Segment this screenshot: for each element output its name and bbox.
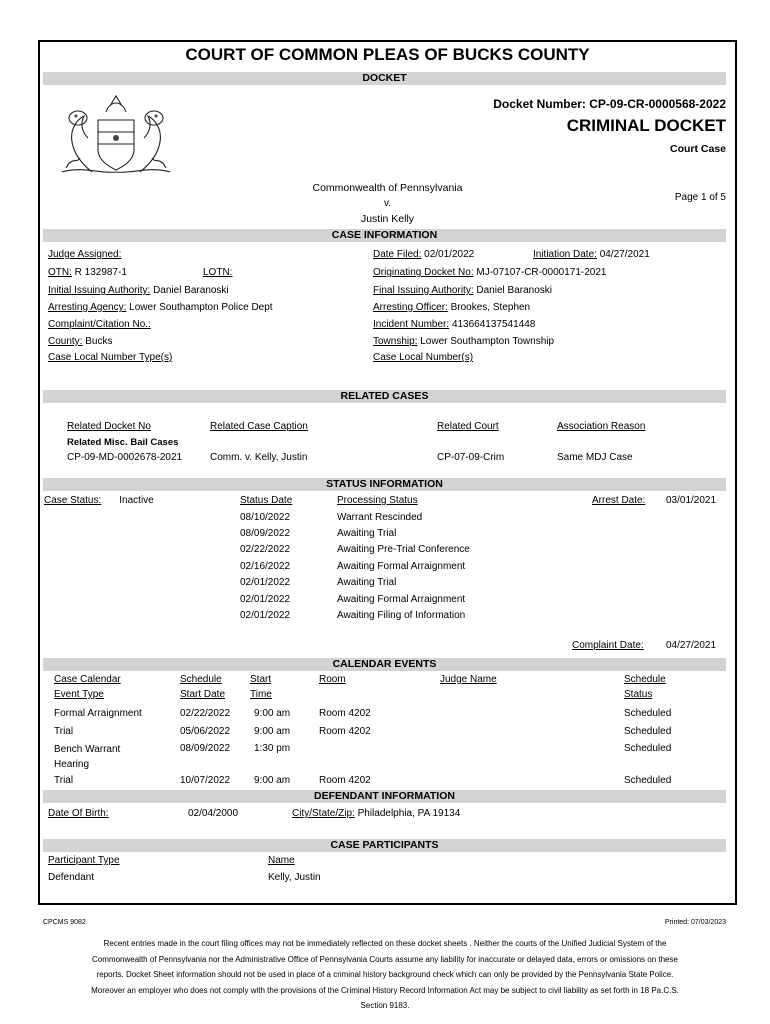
county-value: Bucks (85, 336, 113, 347)
related-docket-value: CP-09-MD-0002678-2021 (67, 452, 183, 463)
final-issuing-authority (373, 285, 552, 296)
status-information-bar: STATUS INFORMATION (43, 478, 726, 491)
city-state-zip (292, 808, 460, 819)
arresting-officer-label: Arresting Officer: (373, 302, 448, 313)
status-date: 02/01/2022 (240, 594, 291, 605)
complaint-date-value: 04/27/2021 (666, 640, 717, 651)
start-time-header-2: Time (250, 689, 272, 700)
defendant-information-bar: DEFENDANT INFORMATION (43, 790, 726, 803)
court-title: COURT OF COMMON PLEAS OF BUCKS COUNTY (185, 45, 590, 64)
status-date: 08/10/2022 (240, 512, 291, 523)
incident-number (373, 319, 535, 330)
city-state-zip-label: City/State/Zip: (292, 808, 355, 819)
processing-status: Awaiting Formal Arraignment (337, 561, 466, 572)
schedule-start-header-2: Start Date (180, 689, 226, 700)
initial-issuing-label: Initial Issuing Authority: (48, 285, 151, 296)
case-status (44, 495, 154, 506)
case-status-value: Inactive (119, 495, 154, 506)
originating-docket (373, 267, 606, 278)
related-caption-header: Related Case Caption (210, 421, 308, 432)
calendar-time: 9:00 am (254, 708, 291, 719)
calendar-time: 9:00 am (254, 726, 291, 737)
related-cases-bar: RELATED CASES (43, 390, 726, 403)
court-case-label: Court Case (669, 143, 726, 155)
arresting-officer-value: Brookes, Stephen (450, 302, 531, 313)
originating-docket-label: Originating Docket No: (373, 267, 474, 278)
dob-label: Date Of Birth: (48, 808, 109, 819)
related-group-label: Related Misc. Bail Cases (67, 437, 179, 448)
calendar-date: 05/06/2022 (180, 726, 231, 737)
participant-type-header: Participant Type (48, 855, 120, 866)
calendar-room: Room 4202 (319, 708, 371, 719)
case-information-bar: CASE INFORMATION (43, 229, 726, 242)
complaint-date-label: Complaint Date: (572, 640, 644, 651)
arrest-date-value: 03/01/2021 (666, 495, 717, 506)
schedule-status-header: Schedule (624, 674, 666, 685)
processing-status: Awaiting Formal Arraignment (337, 594, 466, 605)
processing-status: Awaiting Trial (337, 528, 397, 539)
calendar-events-bar: CALENDAR EVENTS (43, 658, 726, 671)
docket-number: Docket Number: CP-09-CR-0000568-2022 (493, 97, 726, 111)
related-court-value: CP-07-09-Crim (437, 452, 505, 463)
county-label: County: (48, 336, 83, 347)
initial-issuing-authority (48, 285, 229, 296)
lotn-label: LOTN: (203, 267, 233, 278)
related-docket-header: Related Docket No (67, 421, 151, 432)
schedule-status-header-2: Status (624, 689, 653, 700)
status-date-header: Status Date (240, 495, 293, 506)
case-local-numbers-label: Case Local Number(s) (373, 352, 474, 363)
county (48, 336, 112, 347)
participant-name: Kelly, Justin (268, 872, 321, 883)
case-local-number-type-label: Case Local Number Type(s) (48, 352, 173, 363)
event-type-header: Case Calendar (54, 674, 121, 685)
final-issuing-label: Final Issuing Authority: (373, 285, 474, 296)
caption-versus: v. (383, 198, 392, 209)
participant-type: Defendant (48, 872, 95, 883)
status-date: 02/22/2022 (240, 544, 291, 555)
disclaimer-text: Recent entries made in the court filing offices may not be immediately reflected on these docket sheets . Neither the courts of the Unified Judicial System of the Commonwealth of Pennsylvania nor the Administrative Office of Pennsylvania Courts assume any liability for inaccurate or delayed data, errors or omissions on these reports. Docket Sheet information should not be used in place of a criminal history background check which can only be provided by the Pennsylvania State Police. Moreover an employer who does not comply with the provisions of the Criminal History Record Information Act may be subject to civil liability as set forth in 18 Pa.C.S. Section 9183. (91, 939, 679, 1010)
calendar-date: 08/09/2022 (180, 743, 231, 754)
association-reason-value: Same MDJ Case (557, 452, 633, 463)
incident-number-value: 413664137541448 (451, 319, 536, 330)
originating-docket-value: MJ-07107-CR-0000171-2021 (476, 267, 607, 278)
arresting-agency-label: Arresting Agency: (48, 302, 127, 313)
status-date: 02/01/2022 (240, 577, 291, 588)
calendar-time: 1:30 pm (254, 743, 291, 754)
page-indicator: Page 1 of 5 (674, 192, 726, 203)
status-date: 02/16/2022 (240, 561, 291, 572)
form-id: CPCMS 9082 (43, 919, 86, 926)
calendar-event-type: Trial (54, 775, 74, 786)
participant-name-header: Name (268, 855, 295, 866)
processing-status: Awaiting Filing of Information (337, 610, 466, 621)
dob-value: 02/04/2000 (188, 808, 239, 819)
date-filed (373, 249, 474, 260)
calendar-event-type: Trial (54, 726, 74, 737)
calendar-status: Scheduled (624, 726, 672, 737)
initiation-date (533, 249, 650, 260)
initial-issuing-value: Daniel Baranoski (153, 285, 229, 296)
calendar-status: Scheduled (624, 708, 672, 719)
event-type-header-2: Event Type (54, 689, 104, 700)
judge-assigned-label: Judge Assigned: (48, 249, 122, 260)
case-participants-bar: CASE PARTICIPANTS (43, 839, 726, 852)
judge-name-header: Judge Name (440, 674, 497, 685)
caption-defendant: Justin Kelly (360, 213, 415, 225)
arresting-officer (373, 302, 530, 313)
case-status-label: Case Status: (44, 495, 102, 506)
related-court-header: Related Court (437, 421, 499, 432)
complaint-citation-label: Complaint/Citation No.: (48, 319, 151, 330)
city-state-zip-value: Philadelphia, PA 19134 (357, 808, 461, 819)
final-issuing-value: Daniel Baranoski (476, 285, 552, 296)
processing-status: Warrant Rescinded (337, 512, 423, 523)
initiation-date-value: 04/27/2021 (599, 249, 650, 260)
incident-number-label: Incident Number: (373, 319, 450, 330)
status-date: 02/01/2022 (240, 610, 291, 621)
coat-of-arms-icon (52, 94, 180, 176)
calendar-event-type-line-2: Hearing (54, 759, 90, 770)
otn-value: R 132987-1 (74, 267, 127, 278)
calendar-time: 9:00 am (254, 775, 291, 786)
date-filed-label: Date Filed: (373, 249, 422, 260)
otn (48, 267, 127, 278)
calendar-status: Scheduled (624, 775, 672, 786)
calendar-date: 02/22/2022 (180, 708, 231, 719)
initiation-date-label: Initiation Date: (533, 249, 597, 260)
schedule-start-header: Schedule (180, 674, 222, 685)
arresting-agency-value: Lower Southampton Police Dept (129, 302, 273, 313)
processing-status: Awaiting Pre-Trial Conference (337, 544, 470, 555)
township-value: Lower Southampton Township (420, 336, 555, 347)
calendar-status: Scheduled (624, 743, 672, 754)
printed-date: Printed: 07/03/2023 (664, 919, 726, 926)
docket-type: CRIMINAL DOCKET (566, 116, 726, 135)
processing-status: Awaiting Trial (337, 577, 397, 588)
date-filed-value: 02/01/2022 (424, 249, 475, 260)
arrest-date-label: Arrest Date: (592, 495, 646, 506)
township (373, 336, 554, 347)
otn-label: OTN: (48, 267, 72, 278)
caption-plaintiff: Commonwealth of Pennsylvania (312, 182, 463, 194)
calendar-room: Room 4202 (319, 726, 371, 737)
processing-status-header: Processing Status (337, 495, 418, 506)
calendar-event-type: Formal Arraignment (54, 708, 142, 719)
room-header: Room (319, 674, 346, 685)
calendar-event-type: Bench Warrant (54, 744, 121, 755)
calendar-date: 10/07/2022 (180, 775, 231, 786)
start-time-header: Start (250, 674, 272, 685)
arresting-agency (48, 302, 273, 313)
association-reason-header: Association Reason (557, 421, 646, 432)
calendar-room: Room 4202 (319, 775, 371, 786)
related-caption-value: Comm. v. Kelly, Justin (210, 452, 308, 463)
docket-bar: DOCKET (43, 72, 726, 85)
township-label: Township: (373, 336, 418, 347)
status-date: 08/09/2022 (240, 528, 291, 539)
